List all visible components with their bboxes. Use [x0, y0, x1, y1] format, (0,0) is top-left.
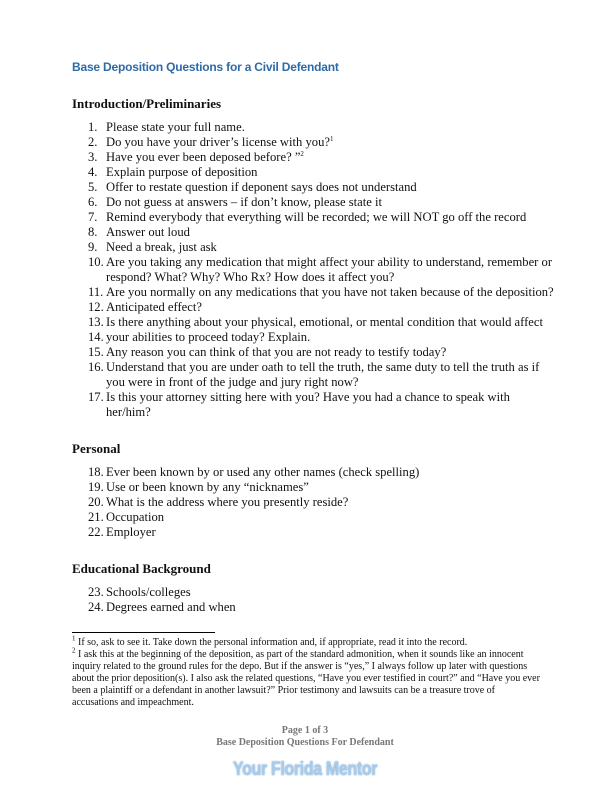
item-text: Ever been known by or used any other names (check spelling): [106, 465, 420, 479]
document-body: [0, 96, 610, 615]
question-item: [0, 510, 556, 525]
item-text: Is there anything about your physical, emotional, or mental condition that would affect: [106, 315, 543, 329]
item-number: 1.: [88, 120, 98, 134]
footnote-ref[interactable]: 2: [300, 149, 304, 158]
question-item: [0, 480, 556, 495]
item-number: 8.: [88, 225, 98, 239]
footnote-number: 1: [72, 634, 76, 643]
item-number: 15.: [88, 345, 104, 359]
section-heading: Educational Background: [72, 561, 211, 576]
question-list: [0, 120, 610, 420]
item-text: Do you have your driver’s license with you?: [106, 135, 330, 149]
question-item: [0, 330, 556, 345]
item-number: 6.: [88, 195, 98, 209]
item-text: Explain purpose of deposition: [106, 165, 258, 179]
item-number: 18.: [88, 465, 104, 479]
item-number: 5.: [88, 180, 98, 194]
item-text: Any reason you can think of that you are not ready to testify today?: [106, 345, 447, 359]
item-number: 12.: [88, 300, 104, 314]
footnote-separator: [72, 632, 215, 633]
question-item: [0, 135, 556, 150]
item-number: 4.: [88, 165, 98, 179]
item-text: Please state your full name.: [106, 120, 245, 134]
item-number: 24.: [88, 600, 104, 614]
page-number: Page 1 of 3: [281, 725, 329, 736]
question-item: [0, 600, 556, 615]
item-text: Have you ever been deposed before? ”: [106, 150, 301, 164]
item-text: your abilities to proceed today? Explain.: [106, 330, 311, 344]
question-item: [0, 255, 556, 285]
item-text: Offer to restate question if deponent says does not understand: [106, 180, 417, 194]
item-text: Do not guess at answers – if don’t know, please state it: [106, 195, 382, 209]
item-number: 16.: [88, 360, 104, 374]
question-item: [0, 315, 556, 330]
footnote-text: If so, ask to see it. Take down the personal information and, if appropriate, read it into the record.: [75, 637, 468, 648]
footnote-number: 2: [72, 646, 76, 655]
logo-your-florida-mentor: Your Florida Mentor: [232, 759, 378, 780]
item-text: Understand that you are under oath to tell the truth, the same duty to tell the truth as if you were in front of the judge and jury right now?: [106, 360, 540, 389]
footnotes: [72, 634, 542, 709]
item-text: Need a break, just ask: [106, 240, 217, 254]
question-item: [0, 195, 556, 210]
question-item: [0, 465, 556, 480]
footnote-ref[interactable]: 1: [329, 134, 334, 143]
question-item: [0, 525, 556, 540]
item-number: 2.: [88, 135, 98, 149]
item-text: Employer: [106, 525, 156, 539]
item-number: 20.: [88, 495, 104, 509]
document-title: Base Deposition Questions for a Civil Defendant: [72, 60, 339, 74]
item-text: Are you taking any medication that might affect your ability to understand, remember or respond? What? Why? Who Rx? How does it affect you?: [106, 255, 553, 284]
item-text: Occupation: [106, 510, 165, 524]
item-number: 10.: [88, 255, 104, 269]
section-heading: Introduction/Preliminaries: [72, 96, 222, 111]
footer-doc-title: Base Deposition Questions For Defendant: [216, 737, 394, 748]
question-item: [0, 240, 556, 255]
footnote-text: I ask this at the beginning of the deposition, as part of the standard admonition, when it sounds like an innocent inquiry related to the ground rules for the depo. But if the answer is “yes,” I always follow up later with questions about the prior deposition(s). I also ask the related questions, “Have you ever testified in court?” and “Have you ever been a plaintiff or a defendant in another lawsuit?” Prior testimony and lawsuits can be a treasure trove of accusations and impeachment.: [72, 649, 540, 708]
question-item: [0, 285, 556, 300]
item-number: 14.: [88, 330, 104, 344]
item-number: 21.: [88, 510, 104, 524]
question-item: [0, 345, 556, 360]
item-text: Are you normally on any medications that you have not taken because of the deposition?: [106, 285, 554, 299]
item-text: Anticipated effect?: [106, 300, 202, 314]
item-text: Answer out loud: [106, 225, 190, 239]
question-list: [0, 585, 610, 615]
item-number: 11.: [88, 285, 104, 299]
item-number: 17.: [88, 390, 104, 404]
question-item: [0, 585, 556, 600]
question-item: [0, 165, 556, 180]
item-text: Schools/colleges: [106, 585, 191, 599]
question-item: [0, 225, 556, 240]
item-text: What is the address where you presently reside?: [106, 495, 349, 509]
question-item: [0, 180, 556, 195]
question-item: [0, 150, 556, 165]
item-text: Use or been known by any “nicknames”: [106, 480, 309, 494]
footnote: [72, 646, 542, 709]
question-item: [0, 360, 556, 390]
question-item: [0, 210, 556, 225]
item-number: 23.: [88, 585, 104, 599]
item-number: 3.: [88, 150, 98, 164]
item-number: 9.: [88, 240, 98, 254]
question-item: [0, 300, 556, 315]
item-number: 7.: [88, 210, 98, 224]
item-number: 19.: [88, 480, 104, 494]
item-number: 22.: [88, 525, 104, 539]
question-item: [0, 495, 556, 510]
question-list: [0, 465, 610, 540]
section-heading: Personal: [72, 441, 121, 456]
question-item: [0, 390, 556, 420]
footnote: [72, 634, 542, 649]
item-text: Degrees earned and when: [106, 600, 236, 614]
question-item: [0, 120, 556, 135]
item-text: Remind everybody that everything will be recorded; we will NOT go off the record: [106, 210, 527, 224]
item-text: Is this your attorney sitting here with you? Have you had a chance to speak with her/him?: [106, 390, 510, 419]
item-number: 13.: [88, 315, 104, 329]
